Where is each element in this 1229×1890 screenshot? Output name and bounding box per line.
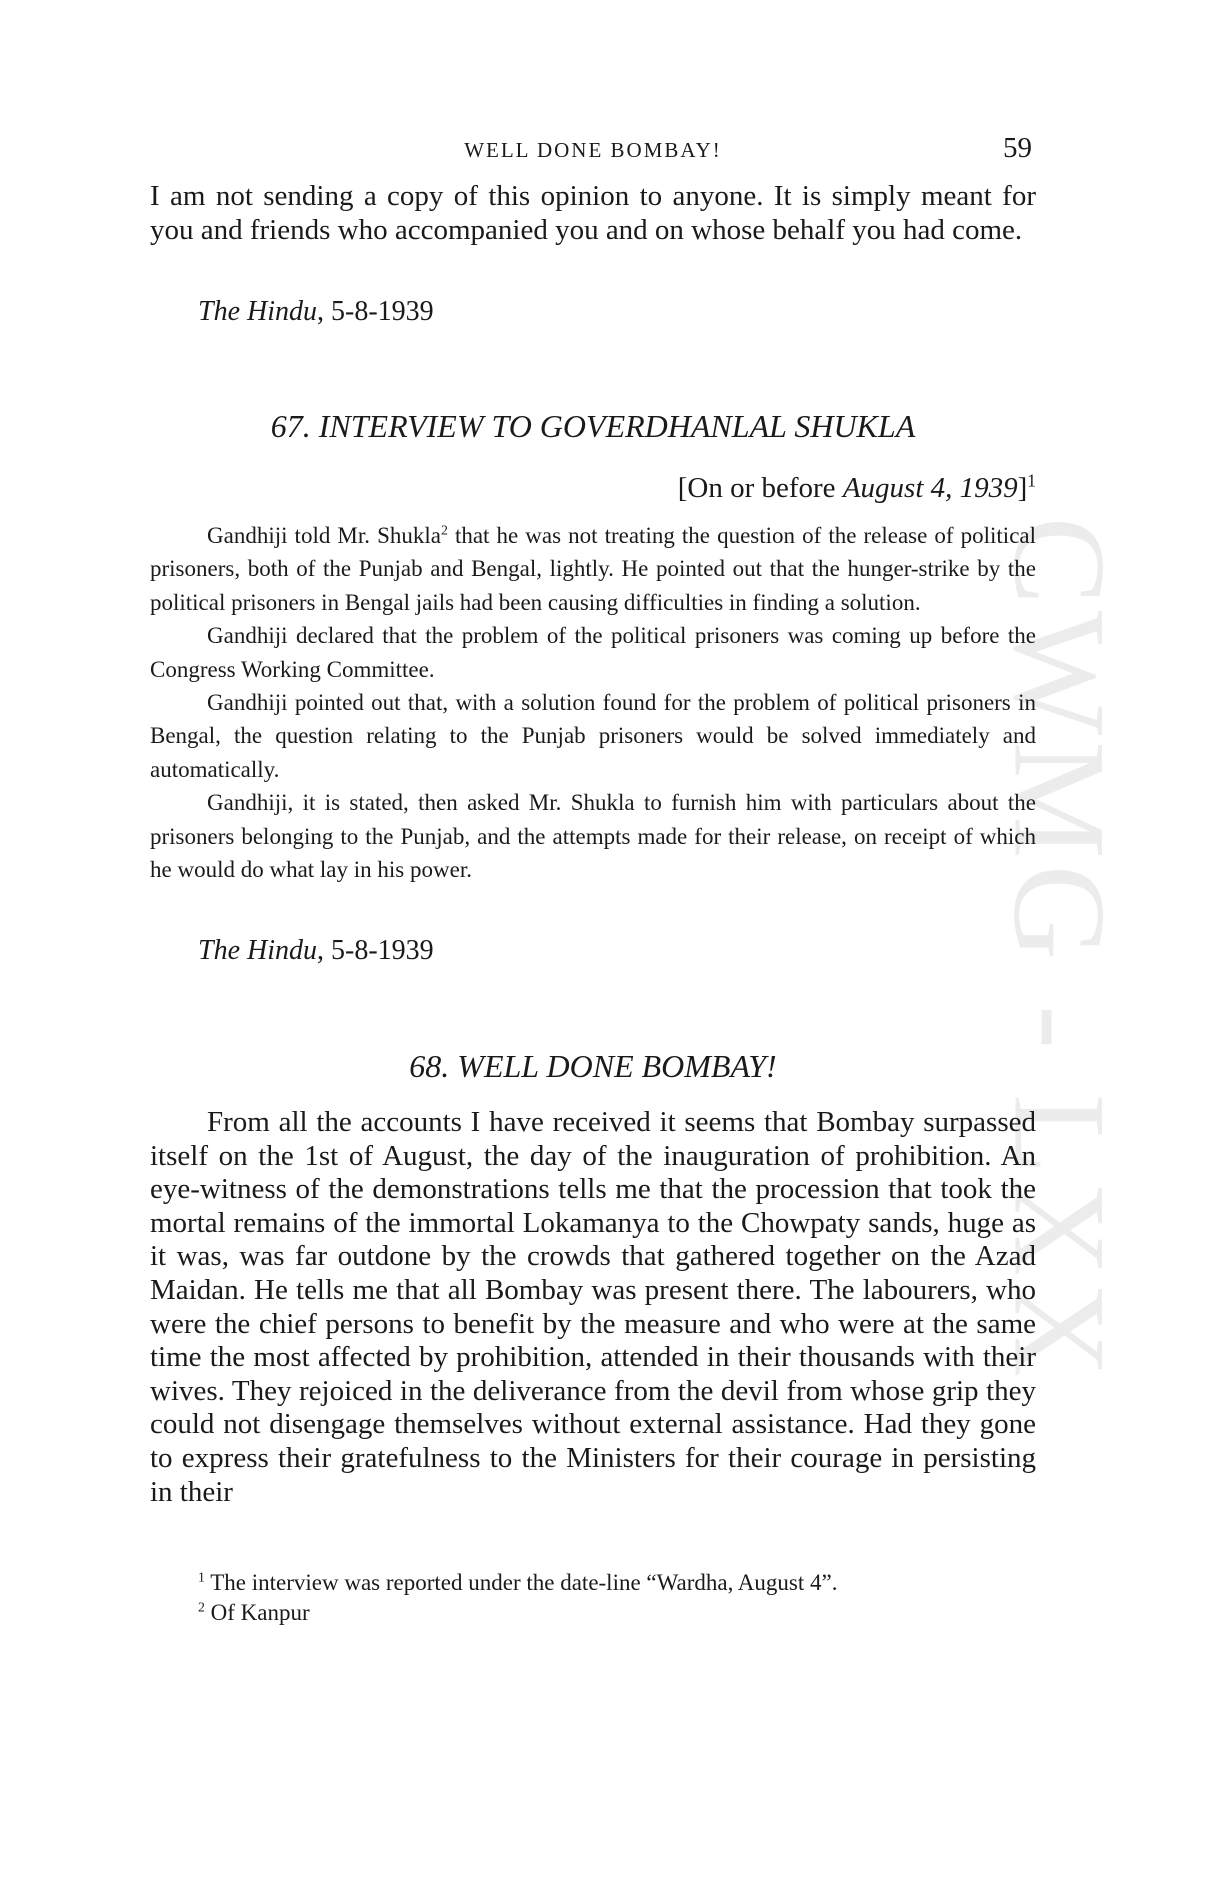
item-68-body xyxy=(150,1106,1036,1509)
running-header xyxy=(150,132,1036,172)
source-title: The Hindu xyxy=(198,296,317,327)
item-67-paragraph-4: Gandhiji, it is stated, then asked Mr. Shukla to furnish him with particulars about the prisoners belonging to the Punjab, and the attempts made for their release, on receipt of which he would do what lay in his power. xyxy=(150,790,1036,883)
item-67-body xyxy=(150,519,1036,886)
item-67-heading: 67. INTERVIEW TO GOVERDHANLAL SHUKLA xyxy=(270,408,916,444)
item-67-dateline xyxy=(678,472,1036,505)
source-date: , 5-8-1939 xyxy=(317,935,434,966)
footnote-1 xyxy=(198,1568,837,1598)
footnote-mark: 1 xyxy=(198,1569,205,1585)
running-title: WELL DONE BOMBAY! xyxy=(464,138,722,162)
dateline-prefix: [On or before xyxy=(677,472,843,504)
item-67-paragraph-1 xyxy=(150,519,1036,619)
footnote-ref-1: 1 xyxy=(1027,470,1036,491)
item-67-paragraph-3: Gandhiji pointed out that, with a solution found for the problem of political prisoners in Bengal, the question relating to the Punjab prisoners would be solved immediately and automatically. xyxy=(150,690,1036,782)
dateline-date: August 4, 1939 xyxy=(842,472,1018,504)
opening-paragraph xyxy=(150,180,1036,247)
footnote-2 xyxy=(198,1598,837,1628)
item-67-paragraph-2: Gandhiji declared that the problem of the political prisoners was coming up before the Congress Working Committee. xyxy=(150,623,1036,682)
footnote-ref-2: 2 xyxy=(440,522,448,538)
p1-text-a: Gandhiji told Mr. Shukla xyxy=(207,523,441,548)
watermark-text: CWMG - LXX xyxy=(986,516,1134,1384)
footnote-text: Of Kanpur xyxy=(204,1600,310,1625)
item-68-paragraph: From all the accounts I have received it seems that Bombay surpassed itself on the 1st of August, the day of the inauguration of prohibition. An eye-witness of the demonstrations tells me that the procession that took the mortal remains of the immortal Lokamanya to the Chowpaty sands, huge as it was, was far outdone by the crowds that gathered together on the Azad Maidan. He tells me that all Bombay was present there. The labourers, who were the chief persons to benefit by the measure and who were at the same time the most affected by prohibition, attended in their thousands with their wives. They rejoiced in the deliverance from the devil from whose grip they could not disengage themselves without external assistance. Had they gone to express their gratefulness to the Ministers for their courage in persisting in their xyxy=(150,1106,1036,1508)
opening-source xyxy=(198,296,434,328)
source-title: The Hindu xyxy=(198,935,317,966)
p1-text-b: that he was not treating the question of the release of political prisoners, both of the Punjab and Bengal, lightly. He pointed out that the hunger-strike by the political prisoners in Bengal jails had been causing difficulties in finding a solution. xyxy=(150,523,1036,615)
page-number: 59 xyxy=(1003,132,1032,164)
opening-text: I am not sending a copy of this opinion to anyone. It is simply meant for you and friends who accompanied you and on whose behalf you had come. xyxy=(150,180,1036,246)
source-date: , 5-8-1939 xyxy=(317,296,434,327)
item-67-source xyxy=(198,935,434,967)
footnotes xyxy=(198,1568,837,1628)
footnote-text: The interview was reported under the date-line “Wardha, August 4”. xyxy=(204,1570,838,1595)
item-68-heading: 68. WELL DONE BOMBAY! xyxy=(409,1048,777,1084)
footnote-mark: 2 xyxy=(198,1599,205,1615)
dateline-suffix: ] xyxy=(1017,472,1028,504)
